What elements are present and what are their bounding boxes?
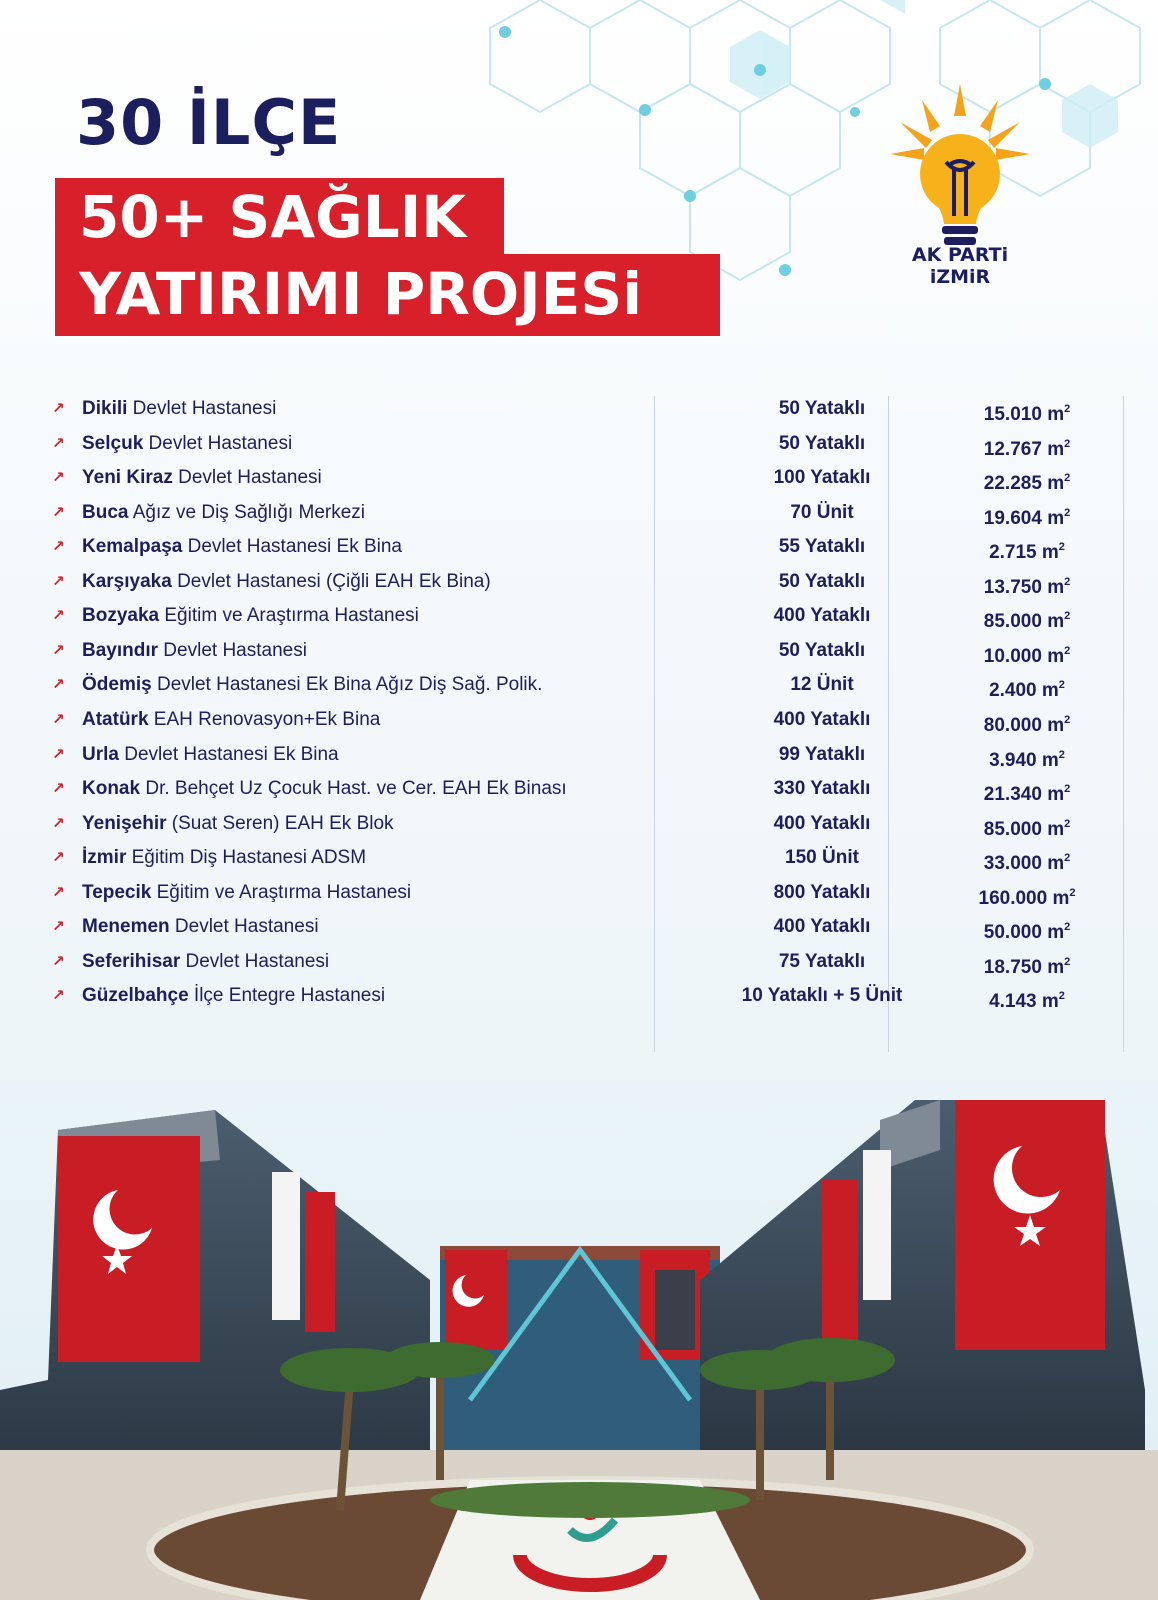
arrow-up-right-icon: ↗	[52, 918, 65, 936]
area-unit: m	[1047, 645, 1065, 667]
project-row	[52, 565, 1132, 599]
arrow-up-right-icon: ↗	[52, 400, 65, 417]
area-unit: m	[1047, 438, 1065, 460]
project-row	[52, 634, 1132, 668]
hospital-building-photo	[0, 1080, 1158, 1600]
project-name	[82, 910, 319, 944]
project-facility: Devlet Hastanesi Ek Bina	[182, 536, 403, 558]
area-unit: m	[1041, 749, 1059, 771]
project-capacity: 400 Yataklı	[773, 708, 871, 730]
arrow-up-right-icon: ↗	[52, 641, 65, 659]
title-line-2: YATIRIMI PROJESi	[55, 254, 720, 336]
area-unit-power: 2	[1064, 403, 1071, 415]
project-row	[52, 876, 1132, 910]
area-unit: m	[1047, 507, 1065, 529]
area-unit: m	[1047, 922, 1065, 944]
arrow-up-right-icon: ↗	[52, 745, 65, 763]
area-unit-power: 2	[1058, 748, 1065, 761]
project-facility: Devlet Hastanesi	[127, 398, 277, 419]
project-area-value: 13.750	[983, 576, 1042, 598]
logo-line-2: iZMiR	[929, 266, 991, 288]
project-name	[82, 565, 491, 599]
project-name	[82, 530, 402, 564]
area-unit: m	[1047, 473, 1065, 495]
project-row	[52, 427, 1132, 461]
arrow-up-right-icon: ↗	[52, 538, 65, 556]
area-unit: m	[1052, 887, 1070, 909]
project-district: Kemalpaşa	[82, 536, 183, 558]
arrow-up-right-icon: ↗	[52, 883, 65, 901]
project-area-value: 2.400	[989, 680, 1037, 702]
area-unit-power: 2	[1058, 679, 1065, 692]
project-capacity: 10 Yataklı + 5 Ünit	[741, 985, 903, 1007]
area-unit: m	[1041, 680, 1059, 702]
project-area-value: 2.715	[989, 542, 1037, 564]
area-unit-power: 2	[1064, 610, 1071, 623]
logo-line-1: AK PARTi	[911, 244, 1009, 266]
project-row	[52, 496, 1132, 530]
project-name	[82, 668, 542, 702]
project-area	[907, 979, 1147, 1019]
project-facility: Devlet Hastanesi (Çiğli EAH Ek Bina)	[171, 570, 491, 592]
area-unit-power: 2	[1064, 921, 1071, 934]
project-row	[52, 599, 1132, 633]
area-unit-power: 2	[1064, 644, 1071, 657]
project-capacity: 400 Yataklı	[773, 605, 871, 627]
project-row	[52, 807, 1132, 841]
arrow-up-right-icon: ↗	[52, 572, 65, 590]
project-area-value: 18.750	[983, 956, 1042, 978]
project-name	[82, 876, 411, 910]
arrow-up-right-icon: ↗	[52, 780, 65, 798]
area-unit-power: 2	[1064, 506, 1071, 519]
project-name	[82, 703, 380, 737]
area-unit: m	[1047, 956, 1065, 978]
arrow-up-right-icon: ↗	[52, 710, 65, 728]
project-area-value: 85.000	[983, 818, 1042, 840]
project-name	[82, 772, 567, 806]
project-capacity: 99 Yataklı	[778, 743, 866, 765]
project-facility: Devlet Hastanesi	[180, 950, 330, 972]
project-district: Atatürk	[82, 708, 149, 730]
project-name	[82, 738, 339, 772]
project-facility: Ağız ve Diş Sağlığı Merkezi	[128, 501, 366, 523]
project-capacity: 50 Yataklı	[778, 570, 866, 592]
project-facility: İlçe Entegre Hastanesi	[188, 985, 386, 1007]
project-row	[52, 738, 1132, 772]
arrow-up-right-icon: ↗	[52, 952, 65, 970]
project-row	[52, 392, 1132, 426]
project-district: Ödemiş	[82, 674, 152, 696]
area-unit-power: 2	[1064, 783, 1071, 796]
project-row	[52, 945, 1132, 979]
project-district: Menemen	[82, 916, 170, 938]
area-unit: m	[1047, 714, 1065, 736]
project-capacity: 50 Yataklı	[778, 639, 866, 661]
project-facility: Devlet Hastanesi	[172, 467, 322, 489]
project-row	[52, 979, 1132, 1013]
project-facility: Eğitim ve Araştırma Hastanesi	[151, 881, 412, 903]
project-area-value: 50.000	[983, 922, 1042, 944]
project-area-value: 12.767	[983, 438, 1042, 460]
area-unit: m	[1047, 784, 1065, 806]
area-unit-power: 2	[1064, 852, 1071, 865]
project-district: Selçuk	[82, 432, 144, 454]
area-unit-power: 2	[1064, 817, 1071, 830]
area-unit: m	[1047, 576, 1065, 598]
area-unit: m	[1041, 542, 1059, 564]
project-district: Dikili	[82, 398, 128, 419]
project-district: Güzelbahçe	[82, 985, 189, 1007]
area-unit-power: 2	[1064, 713, 1071, 726]
project-area-value: 3.940	[989, 749, 1037, 771]
project-capacity: 330 Yataklı	[773, 778, 871, 800]
project-capacity: 800 Yataklı	[773, 881, 871, 903]
project-area-value: 33.000	[983, 853, 1042, 875]
project-capacity: 400 Yataklı	[773, 916, 871, 938]
project-row	[52, 461, 1132, 495]
project-district: İzmir	[82, 847, 127, 869]
project-district: Yenişehir	[82, 812, 167, 834]
project-name	[82, 427, 292, 461]
project-area-value: 15.010	[983, 404, 1042, 425]
area-unit: m	[1047, 611, 1065, 633]
project-district: Seferihisar	[82, 950, 181, 972]
project-area-value: 85.000	[983, 611, 1042, 633]
project-name	[82, 807, 394, 841]
project-row	[52, 910, 1132, 944]
project-district: Urla	[82, 743, 119, 765]
project-area-value: 4.143	[989, 991, 1037, 1013]
project-facility: Devlet Hastanesi	[143, 432, 293, 454]
project-district: Buca	[82, 501, 129, 523]
project-facility: Eğitim Diş Hastanesi ADSM	[126, 847, 367, 869]
project-capacity: 100 Yataklı	[773, 467, 871, 489]
project-facility: Devlet Hastanesi	[158, 639, 307, 661]
project-capacity: 12 Ünit	[790, 674, 854, 696]
title-line-1: 50+ SAĞLIK	[55, 178, 504, 256]
project-row	[52, 703, 1132, 737]
project-facility: Devlet Hastanesi Ek Bina Ağız Diş Sağ. Polik.	[151, 674, 543, 696]
project-area-value: 19.604	[983, 507, 1042, 529]
project-area-value: 22.285	[983, 473, 1042, 495]
project-name	[82, 841, 366, 875]
project-district: Karşıyaka	[82, 570, 172, 592]
project-capacity: 70 Ünit	[790, 501, 854, 523]
project-facility: Eğitim ve Araştırma Hastanesi	[159, 605, 419, 627]
project-row	[52, 772, 1132, 806]
project-facility: Devlet Hastanesi	[169, 916, 319, 938]
project-facility: (Suat Seren) EAH Ek Blok	[166, 812, 394, 834]
project-district: Bayındır	[82, 639, 159, 661]
area-unit-power: 2	[1064, 437, 1071, 450]
area-unit-power: 2	[1058, 541, 1065, 554]
area-unit: m	[1041, 991, 1059, 1013]
project-capacity: 400 Yataklı	[773, 812, 871, 834]
project-row	[52, 841, 1132, 875]
project-facility: Dr. Behçet Uz Çocuk Hast. ve Cer. EAH Ek Binası	[140, 778, 567, 800]
area-unit-power: 2	[1064, 955, 1071, 968]
project-district: Konak	[82, 778, 141, 800]
area-unit-power: 2	[1058, 990, 1065, 1003]
project-name	[82, 496, 365, 530]
project-name	[82, 599, 419, 633]
project-facility: EAH Renovasyon+Ek Bina	[148, 708, 381, 730]
area-unit: m	[1047, 818, 1065, 840]
arrow-up-right-icon: ↗	[52, 434, 65, 452]
project-district: Tepecik	[82, 881, 152, 903]
project-name	[82, 945, 329, 979]
area-unit: m	[1047, 404, 1065, 425]
project-area-value: 160.000	[978, 887, 1048, 909]
area-unit-power: 2	[1064, 472, 1071, 485]
arrow-up-right-icon: ↗	[52, 469, 65, 487]
arrow-up-right-icon: ↗	[52, 503, 65, 521]
project-name	[82, 634, 307, 668]
area-unit: m	[1047, 853, 1065, 875]
project-area-value: 10.000	[983, 645, 1042, 667]
arrow-up-right-icon: ↗	[52, 676, 65, 694]
project-capacity: 50 Yataklı	[778, 432, 866, 454]
arrow-up-right-icon: ↗	[52, 849, 65, 867]
project-capacity: 50 Yataklı	[778, 398, 866, 419]
project-area-value: 80.000	[983, 714, 1042, 736]
project-area-value: 21.340	[983, 784, 1042, 806]
project-district: Bozyaka	[82, 605, 160, 627]
project-name	[82, 979, 385, 1013]
area-unit-power: 2	[1064, 575, 1071, 588]
project-district: Yeni Kiraz	[82, 467, 173, 489]
arrow-up-right-icon: ↗	[52, 987, 65, 1005]
project-name	[82, 392, 276, 426]
area-unit-power: 2	[1069, 886, 1076, 899]
arrow-up-right-icon: ↗	[52, 607, 65, 625]
arrow-up-right-icon: ↗	[52, 814, 65, 832]
project-row	[52, 668, 1132, 702]
project-capacity: 55 Yataklı	[778, 536, 866, 558]
project-capacity: 75 Yataklı	[778, 950, 866, 972]
project-row	[52, 530, 1132, 564]
project-facility: Devlet Hastanesi Ek Bina	[118, 743, 339, 765]
project-capacity: 150 Ünit	[785, 847, 859, 869]
project-name	[82, 461, 322, 495]
party-logo-text	[880, 244, 1040, 288]
district-count-heading: 30 İLÇE	[76, 86, 342, 159]
